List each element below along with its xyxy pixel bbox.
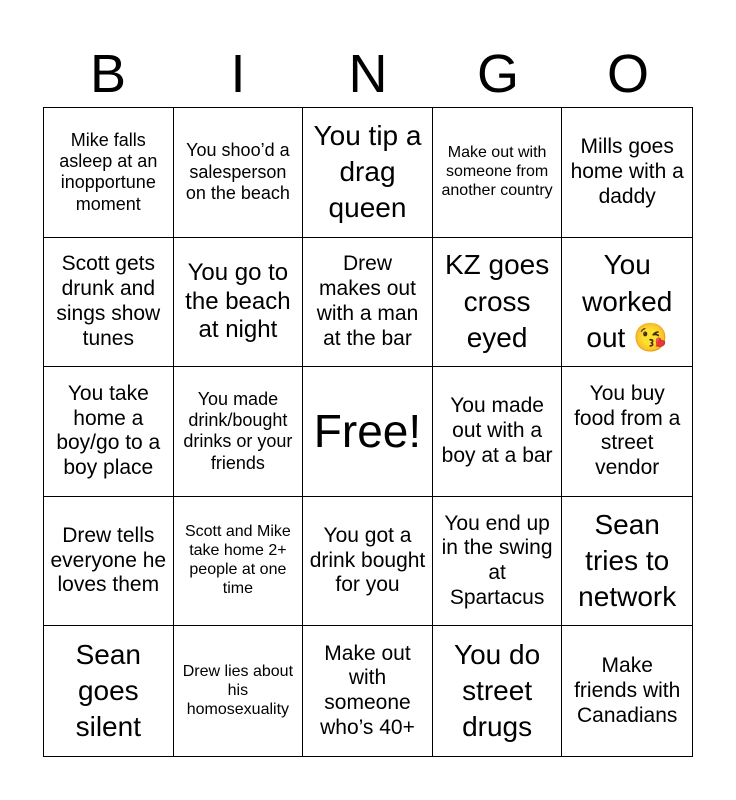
bingo-cell[interactable]: Mills goes home with a daddy xyxy=(562,108,692,238)
bingo-cell[interactable]: Scott gets drunk and sings show tunes xyxy=(44,238,174,368)
free-space-cell[interactable]: Free! xyxy=(303,367,433,497)
bingo-cell[interactable]: You take home a boy/go to a boy place xyxy=(44,367,174,497)
bingo-cell[interactable]: Make friends with Canadians xyxy=(574,654,681,727)
header-letter-o: O xyxy=(606,44,649,104)
bingo-cell[interactable]: Make out with someone from another country xyxy=(433,108,563,238)
header-letter-i: I xyxy=(230,44,246,104)
bingo-cell[interactable]: Drew tells everyone he loves them xyxy=(44,497,174,627)
bingo-cell[interactable]: Drew lies about his homosexuality xyxy=(174,626,304,756)
bingo-cell[interactable]: You shoo’d a salesperson on the beach xyxy=(174,108,304,238)
bingo-cell[interactable]: Drew makes out with a man at the bar xyxy=(303,238,433,368)
header-letter-g: G xyxy=(476,44,519,104)
bingo-cell[interactable]: You go to the beach at night xyxy=(174,238,304,368)
bingo-cell[interactable]: KZ goes cross eyed xyxy=(433,238,563,368)
bingo-header xyxy=(43,40,693,108)
bingo-cell[interactable]: You made drink/bought drinks or your friends xyxy=(174,367,304,497)
bingo-cell[interactable]: You do street drugs xyxy=(433,626,563,756)
bingo-cell[interactable]: You made out with a boy at a bar xyxy=(433,367,563,497)
bingo-cell[interactable]: You tip a drag queen xyxy=(303,108,433,238)
header-letter-b: B xyxy=(89,44,127,104)
bingo-cell[interactable]: You buy food from a street vendor xyxy=(562,367,692,497)
bingo-cell[interactable]: You end up in the swing at Spartacus xyxy=(433,497,563,627)
bingo-cell[interactable]: You got a drink bought for you xyxy=(303,497,433,627)
bingo-cell[interactable]: Make out with someone who’s 40+ xyxy=(303,626,433,756)
bingo-cell[interactable]: Scott and Mike take home 2+ people at one time xyxy=(174,497,304,627)
header-letter-n: N xyxy=(348,44,388,104)
bingo-cell[interactable]: Sean goes silent xyxy=(44,626,174,756)
bingo-board xyxy=(43,107,693,757)
bingo-cell[interactable]: Mike falls asleep at an inopportune moment xyxy=(44,108,174,238)
bingo-cell[interactable]: You worked out 😘 xyxy=(562,238,692,368)
bingo-cell[interactable]: Sean tries to network xyxy=(562,497,692,627)
